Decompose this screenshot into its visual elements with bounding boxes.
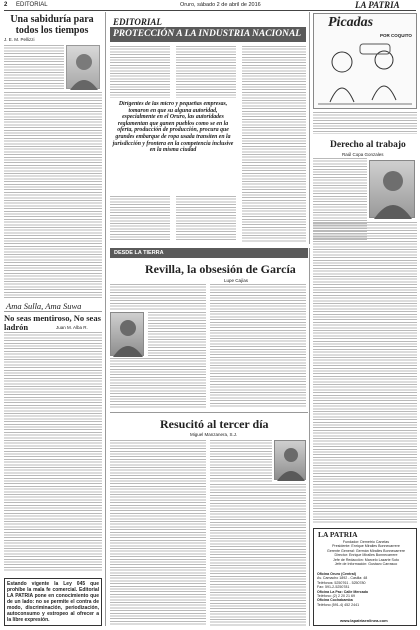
cartoon-signature: POR COQUITO [380, 33, 412, 38]
contact-line: Teléfono (591-4) 452 2441 [317, 602, 360, 607]
dateline: Oruro, sábado 2 de abril de 2016 [180, 2, 261, 8]
editorial-col-b-top [176, 46, 236, 98]
classified-box [4, 578, 102, 626]
section-band-label: DESDE LA TIERRA [114, 250, 164, 256]
resucito-text-c [210, 484, 306, 626]
staff-line: Presidente: Enrique Miralles Bonnecarrere [332, 544, 400, 549]
contact-line: Teléfonos: 5250761 - 5250780 [317, 580, 366, 585]
portrait-icon [370, 161, 416, 219]
article3-title: No seas mentiroso, No seas ladrón [4, 313, 101, 332]
rule-revilla [110, 412, 308, 413]
article2-title: Ama Sulla, Ama Suwa [6, 301, 82, 311]
article1-text-b [4, 92, 102, 298]
revilla-text-d [210, 284, 306, 408]
resucito-text-b [210, 440, 272, 482]
revilla-photo [110, 312, 144, 356]
portrait-icon [275, 441, 307, 481]
staff-line: Director: Enrique Miralles Bonnecarrere [334, 553, 398, 558]
contact-line: Oficina La Paz: Calle Mercado [317, 589, 369, 594]
author-photo [66, 45, 100, 89]
paper-name: LA PATRIA [355, 0, 400, 10]
resucito-title: Resucitó al tercer día [160, 417, 269, 431]
staff-line: Fundador: Demetrio Canelas [342, 540, 390, 544]
portrait-icon [67, 46, 101, 90]
staff-line: Jefe de Información: Gustavo Carrasco [334, 562, 398, 567]
article1-title: Una sabiduría para todos los tiempos [10, 14, 94, 36]
resucito-text-a [110, 440, 206, 626]
editorial-col-a-top [110, 46, 170, 98]
editorial-pullquote: Dirigentes de las micro y pequeñas empresas, tomaron en que su alguna autoridad, especialmente en el Oruro, las autoridades reglamentan que ganen pueblos como se en la oferta, producción de producción, procura que grandes embarque de ropa usada transiten en la jurisdicción y frontera en la competencia inclusive en la misma ciudad [112, 101, 234, 154]
staff-line: Jefe de Redacción: Marcelo Lazarte Soto [333, 557, 399, 562]
rule-a2 [4, 311, 102, 312]
col4-lead-text [313, 112, 417, 134]
resucito-photo [274, 440, 306, 480]
contact-line: Teléfono: (2) 2 20 21 69 [317, 594, 355, 599]
editorial-label: EDITORIAL [113, 17, 162, 27]
header-rule [4, 10, 416, 11]
editorial-col-a-bottom [110, 196, 170, 242]
cartoon-drawing-icon [316, 40, 414, 106]
staff-line: Gerente General: Germán Miralles Bonnecarrere [327, 548, 405, 553]
revilla-text-c [110, 358, 206, 408]
article3-byline: Juan M. Alba R. [56, 325, 88, 330]
section-label: EDITORIAL [16, 2, 48, 8]
masthead-name: LA PATRIA [318, 530, 358, 539]
classified-text: Estando vigente la Ley 045 que prohíbe la mala fe comercial. Editorial LA PATRIA pone en conocimiento que de un lado: no se permite el contra de modo, discriminación, periodización, autoconsumo y estropeo al ofrecer a la libre expresión. [7, 581, 99, 623]
article1-text-a [4, 45, 64, 90]
col-divider-1 [105, 12, 106, 626]
revilla-title: Revilla, la obsesión de García [145, 262, 296, 276]
col-divider-3 [309, 248, 310, 626]
revilla-text-a [110, 284, 206, 310]
contact-line: Oficina Cochabamba [317, 598, 353, 603]
editorial-col-c [242, 46, 306, 242]
contact-line: Av. Camacho 1892 - Casilla: 48 [317, 576, 368, 581]
revilla-byline: Lupe Cajías [224, 278, 249, 283]
portrait-icon [111, 313, 145, 357]
article3-text [4, 332, 102, 572]
cartoon-brand: Picadas [328, 15, 374, 30]
masthead-contact [317, 572, 415, 607]
revilla-text-b [148, 312, 206, 356]
contact-line: Oficina Oruro (Central) [317, 572, 356, 576]
col4-text-b [313, 222, 417, 524]
col-divider-2 [309, 12, 310, 244]
editorial-title: PROTECCIÓN A LA INDUSTRIA NACIONAL [113, 29, 302, 39]
editorial-col-b-bottom [176, 196, 236, 242]
resucito-byline: Miguel Manzanera, S.J. [190, 432, 238, 437]
col4-byline: Raúl Copa Gonzales [342, 152, 384, 157]
contact-line: Fax: 591-2-5250781 [317, 585, 350, 590]
col4-article-title: Derecho al trabajo [330, 140, 406, 150]
article1-byline: J. E. M. Pellizzi [4, 37, 35, 42]
page-number: 2 [4, 2, 8, 8]
masthead-staff [317, 540, 415, 566]
col4-photo [369, 160, 415, 218]
masthead-website[interactable]: www.lapatriaenlinea.com [340, 618, 388, 623]
